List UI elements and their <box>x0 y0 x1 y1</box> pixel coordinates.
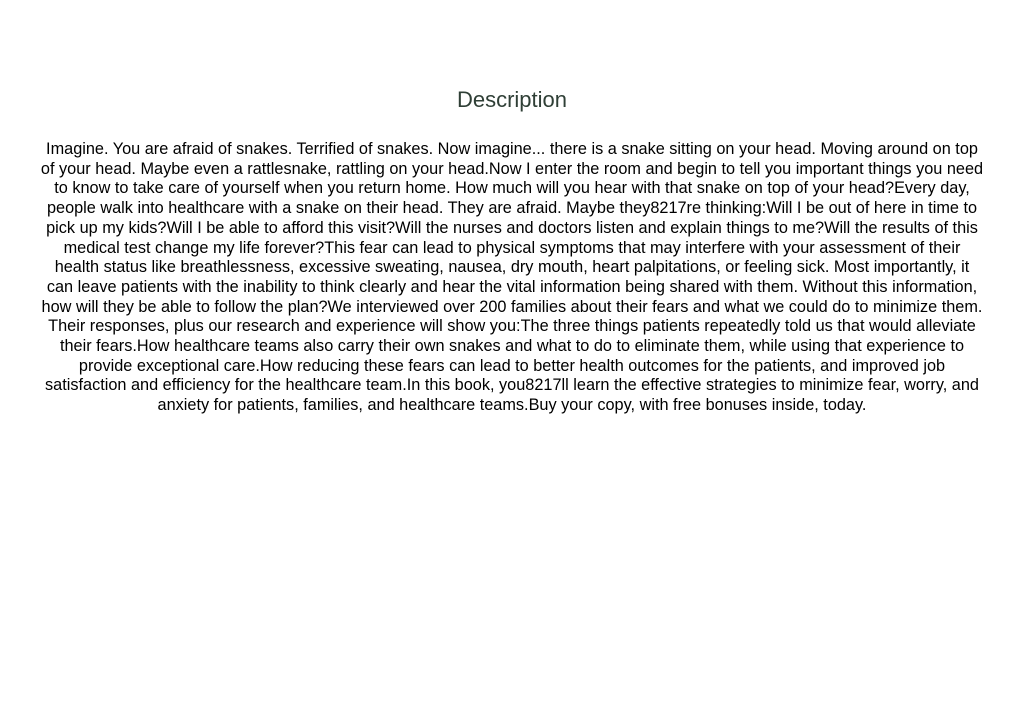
description-text: Imagine. You are afraid of snakes. Terrified of snakes. Now imagine... there is a snake sitting on your head. Moving around on top of your head. Maybe even a rattlesnake, rattling on your head.Now I enter the room and begin to tell you important things you need to know to take care of yourself when you return home. How much will you hear with that snake on top of your head?Every day, people walk into healthcare with a snake on their head. They are afraid. Maybe they8217re thinking:Will I be out of here in time to pick up my kids?Will I be able to afford this visit?Will the nurses and doctors listen and explain things to me?Will the results of this medical test change my life forever?This fear can lead to physical symptoms that may interfere with your assessment of their health status like breathlessness, excessive sweating, nausea, dry mouth, heart palpitations, or feeling sick. Most importantly, it can leave patients with the inability to think clearly and hear the vital information being shared with them. Without this information, how will they be able to follow the plan?We interviewed over 200 families about their fears and what we could do to minimize them. Their responses, plus our research and experience will show you:The three things patients repeatedly told us that would alleviate their fears.How healthcare teams also carry their own snakes and what to do to eliminate them, while using that experience to provide exceptional care.How reducing these fears can lead to better health outcomes for the patients, and improved job satisfaction and efficiency for the healthcare team.In this book, you8217ll learn the effective strategies to minimize fear, worry, and anxiety for patients, families, and healthcare teams.Buy your copy, with free bonuses inside, today. <box>40 140 984 415</box>
page-title: Description <box>456 87 568 112</box>
